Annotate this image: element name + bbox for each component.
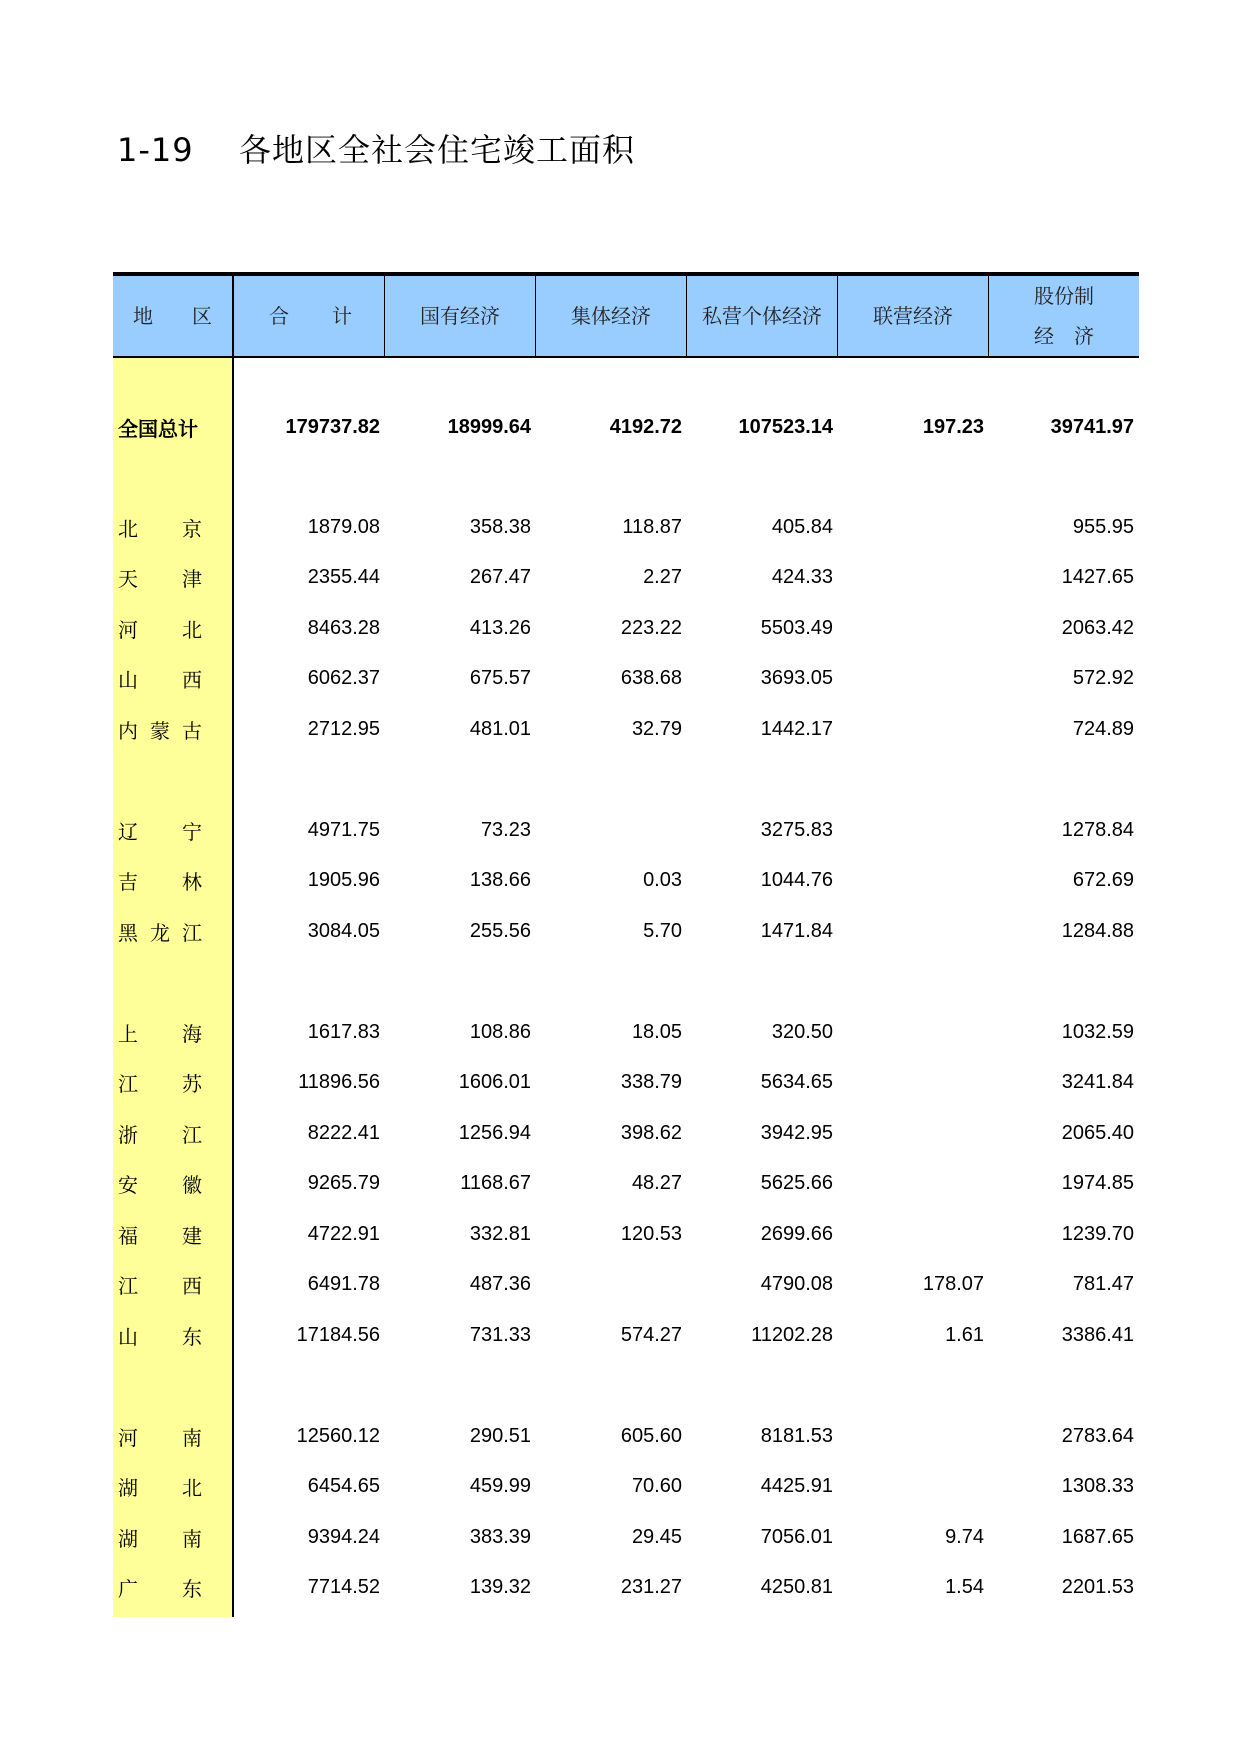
region-name-char: 湖 <box>118 1476 138 1501</box>
region-name-char: 江 <box>182 920 202 945</box>
region-name-char: 黑 <box>118 920 138 945</box>
header-total-char-2: 计 <box>332 304 352 328</box>
private-value: 107523.14 <box>738 415 833 438</box>
state-value: 138.66 <box>469 869 531 892</box>
shareholding-value: 1032.59 <box>1061 1020 1134 1043</box>
region-name-char: 南 <box>182 1425 202 1450</box>
private-value: 7056.01 <box>760 1525 833 1548</box>
table-row <box>113 1260 1139 1311</box>
region-name-char: 苏 <box>182 1072 202 1097</box>
private-value: 4790.08 <box>760 1273 833 1296</box>
collective-value: 120.53 <box>620 1222 682 1245</box>
total-value: 9394.24 <box>307 1525 380 1548</box>
table-row <box>113 1159 1139 1210</box>
collective-value: 29.45 <box>631 1525 682 1548</box>
region-name <box>113 1068 234 1097</box>
header-joint: 联营经济 <box>838 276 989 356</box>
region-name-char: 山 <box>118 1324 138 1349</box>
table-row <box>113 704 1139 755</box>
total-value: 1879.08 <box>307 515 380 538</box>
region-name-char: 津 <box>182 567 202 592</box>
state-value: 413.26 <box>469 616 531 639</box>
region-name <box>113 1573 234 1602</box>
table-header <box>113 272 1139 358</box>
total-value: 6454.65 <box>307 1475 380 1498</box>
total-value: 7714.52 <box>307 1576 380 1599</box>
shareholding-value: 1308.33 <box>1061 1475 1134 1498</box>
collective-value: 398.62 <box>620 1121 682 1144</box>
total-value: 1617.83 <box>307 1020 380 1043</box>
table-row <box>113 1411 1139 1462</box>
region-name-char: 福 <box>118 1223 138 1248</box>
state-value: 1606.01 <box>458 1071 531 1094</box>
total-value: 179737.82 <box>285 415 380 438</box>
state-value: 255.56 <box>469 919 531 942</box>
region-name <box>113 816 234 845</box>
region-name <box>113 1472 234 1501</box>
region-name <box>113 1523 234 1552</box>
shareholding-value: 2783.64 <box>1061 1424 1134 1447</box>
collective-value: 70.60 <box>631 1475 682 1498</box>
region-name-char: 东 <box>182 1324 202 1349</box>
total-value: 8463.28 <box>307 616 380 639</box>
state-value: 1256.94 <box>458 1121 531 1144</box>
region-name-char: 林 <box>182 870 202 895</box>
table-row <box>113 502 1139 553</box>
collective-value: 32.79 <box>631 717 682 740</box>
table-row <box>113 906 1139 957</box>
state-value: 731.33 <box>469 1323 531 1346</box>
national-total-row <box>113 402 1139 452</box>
shareholding-value: 1687.65 <box>1061 1525 1134 1548</box>
region-name-char: 宁 <box>182 819 202 844</box>
region-name-char: 徽 <box>182 1173 202 1198</box>
state-value: 481.01 <box>469 717 531 740</box>
table-row <box>113 654 1139 705</box>
region-name-char: 西 <box>182 1274 202 1299</box>
private-value: 3275.83 <box>760 818 833 841</box>
shareholding-value: 955.95 <box>1072 515 1134 538</box>
state-value: 108.86 <box>469 1020 531 1043</box>
table-row <box>113 1310 1139 1361</box>
region-name-char: 蒙 <box>150 718 170 743</box>
table-row <box>113 856 1139 907</box>
region-name-char: 上 <box>118 1021 138 1046</box>
region-name <box>113 563 234 592</box>
collective-value: 574.27 <box>620 1323 682 1346</box>
region-name <box>113 1018 234 1047</box>
collective-value: 231.27 <box>620 1576 682 1599</box>
state-value: 383.39 <box>469 1525 531 1548</box>
region-name-char: 广 <box>118 1577 138 1602</box>
collective-value: 18.05 <box>631 1020 682 1043</box>
private-value: 4425.91 <box>760 1475 833 1498</box>
table-row <box>113 1108 1139 1159</box>
collective-value: 5.70 <box>643 919 682 942</box>
private-value: 11202.28 <box>751 1323 833 1346</box>
table-number: 1-19 <box>117 131 194 169</box>
region-name <box>113 1119 234 1148</box>
private-value: 1471.84 <box>760 919 833 942</box>
table-row <box>113 603 1139 654</box>
collective-value: 605.60 <box>620 1424 682 1447</box>
private-value: 1442.17 <box>760 717 833 740</box>
region-name-char: 江 <box>118 1072 138 1097</box>
region-name-char: 湖 <box>118 1526 138 1551</box>
region-name-char: 浙 <box>118 1122 138 1147</box>
private-value: 5625.66 <box>760 1172 833 1195</box>
table-row <box>113 1462 1139 1513</box>
table-title: 各地区全社会住宅竣工面积 <box>239 131 636 169</box>
region-name-char: 辽 <box>118 819 138 844</box>
header-total <box>234 276 385 356</box>
total-value: 6062.37 <box>307 667 380 690</box>
collective-value: 223.22 <box>620 616 682 639</box>
joint-value: 178.07 <box>922 1273 984 1296</box>
collective-value: 0.03 <box>643 869 682 892</box>
total-value: 3084.05 <box>307 919 380 942</box>
table-row <box>113 1563 1139 1614</box>
page-title <box>117 125 635 171</box>
collective-value: 118.87 <box>622 515 682 538</box>
region-name: 全国总计 <box>118 416 198 441</box>
region-name-char: 海 <box>182 1021 202 1046</box>
table-row <box>113 553 1139 604</box>
total-value: 4971.75 <box>307 818 380 841</box>
header-total-char-1: 合 <box>269 304 289 328</box>
shareholding-value: 39741.97 <box>1050 415 1134 438</box>
state-value: 675.57 <box>469 667 531 690</box>
total-value: 6491.78 <box>307 1273 380 1296</box>
header-shareholding-line-2: 经 济 <box>1034 324 1094 348</box>
region-name <box>113 715 234 744</box>
region-name <box>113 1321 234 1350</box>
header-shareholding-line-1: 股份制 <box>1034 284 1094 308</box>
shareholding-value: 3386.41 <box>1061 1323 1134 1346</box>
state-value: 332.81 <box>469 1222 531 1245</box>
header-private: 私营个体经济 <box>687 276 838 356</box>
region-name <box>113 1220 234 1249</box>
region-name <box>113 1270 234 1299</box>
region-name-char: 西 <box>182 668 202 693</box>
region-name-char: 北 <box>118 516 138 541</box>
joint-value: 197.23 <box>922 415 984 438</box>
total-value: 9265.79 <box>307 1172 380 1195</box>
joint-value: 1.61 <box>945 1323 984 1346</box>
private-value: 3693.05 <box>760 667 833 690</box>
total-value: 17184.56 <box>296 1323 380 1346</box>
shareholding-value: 1239.70 <box>1061 1222 1134 1245</box>
shareholding-value: 2201.53 <box>1061 1576 1134 1599</box>
state-value: 358.38 <box>469 515 531 538</box>
total-value: 2355.44 <box>307 566 380 589</box>
state-value: 267.47 <box>469 566 531 589</box>
shareholding-value: 3241.84 <box>1061 1071 1134 1094</box>
region-name-char: 龙 <box>150 920 170 945</box>
table-row <box>113 1058 1139 1109</box>
collective-value: 638.68 <box>620 667 682 690</box>
region-name-char: 建 <box>182 1223 202 1248</box>
collective-value: 2.27 <box>643 566 682 589</box>
private-value: 4250.81 <box>760 1576 833 1599</box>
region-name-char: 山 <box>118 668 138 693</box>
region-name-char: 安 <box>118 1173 138 1198</box>
region-name-char: 江 <box>182 1122 202 1147</box>
region-name-char: 京 <box>182 516 202 541</box>
region-name-char: 东 <box>182 1577 202 1602</box>
state-value: 290.51 <box>469 1424 531 1447</box>
region-name-char: 吉 <box>118 870 138 895</box>
region-name-char: 河 <box>118 1425 138 1450</box>
state-value: 18999.64 <box>447 415 531 438</box>
shareholding-value: 1284.88 <box>1061 919 1134 942</box>
shareholding-value: 572.92 <box>1072 667 1134 690</box>
header-shareholding <box>989 276 1139 356</box>
total-value: 8222.41 <box>307 1121 380 1144</box>
region-name <box>113 866 234 895</box>
total-value: 12560.12 <box>296 1424 380 1447</box>
collective-value: 4192.72 <box>609 415 682 438</box>
region-name-char: 古 <box>182 718 202 743</box>
shareholding-value: 1974.85 <box>1061 1172 1134 1195</box>
shareholding-value: 781.47 <box>1072 1273 1134 1296</box>
table-row <box>113 1007 1139 1058</box>
region-name <box>113 664 234 693</box>
total-value: 1905.96 <box>307 869 380 892</box>
private-value: 5503.49 <box>760 616 833 639</box>
total-value: 2712.95 <box>307 717 380 740</box>
region-name <box>113 1422 234 1451</box>
region-name-char: 内 <box>118 718 138 743</box>
shareholding-value: 724.89 <box>1072 717 1134 740</box>
region-name-char: 南 <box>182 1526 202 1551</box>
table-row <box>113 805 1139 856</box>
region-name-char: 江 <box>118 1274 138 1299</box>
state-value: 459.99 <box>469 1475 531 1498</box>
header-region-char-2: 区 <box>192 304 212 328</box>
private-value: 5634.65 <box>760 1071 833 1094</box>
collective-value: 338.79 <box>620 1071 682 1094</box>
private-value: 2699.66 <box>760 1222 833 1245</box>
region-name <box>113 513 234 542</box>
state-value: 73.23 <box>480 818 531 841</box>
state-value: 487.36 <box>469 1273 531 1296</box>
region-name-char: 北 <box>182 1476 202 1501</box>
state-value: 1168.67 <box>460 1172 531 1195</box>
joint-value: 1.54 <box>945 1576 984 1599</box>
region-name <box>113 1169 234 1198</box>
private-value: 405.84 <box>771 515 833 538</box>
private-value: 424.33 <box>771 566 833 589</box>
header-region-char-1: 地 <box>133 304 153 328</box>
table-row <box>113 1209 1139 1260</box>
joint-value: 9.74 <box>945 1525 984 1548</box>
private-value: 1044.76 <box>760 869 833 892</box>
shareholding-value: 1427.65 <box>1061 566 1134 589</box>
header-collective: 集体经济 <box>536 276 687 356</box>
region-name-char: 天 <box>118 567 138 592</box>
private-value: 320.50 <box>771 1020 833 1043</box>
region-name <box>113 917 234 946</box>
shareholding-value: 672.69 <box>1072 869 1134 892</box>
shareholding-value: 1278.84 <box>1061 818 1134 841</box>
region-name-char: 河 <box>118 617 138 642</box>
shareholding-value: 2063.42 <box>1061 616 1134 639</box>
private-value: 3942.95 <box>760 1121 833 1144</box>
table-body <box>113 358 1139 1613</box>
region-name <box>113 614 234 643</box>
region-name-char: 北 <box>182 617 202 642</box>
header-region <box>113 276 234 356</box>
collective-value: 48.27 <box>631 1172 682 1195</box>
state-value: 139.32 <box>469 1576 531 1599</box>
header-state: 国有经济 <box>385 276 536 356</box>
shareholding-value: 2065.40 <box>1061 1121 1134 1144</box>
table-row <box>113 1512 1139 1563</box>
data-table <box>113 272 1139 1613</box>
private-value: 8181.53 <box>760 1424 833 1447</box>
total-value: 11896.56 <box>298 1071 380 1094</box>
total-value: 4722.91 <box>307 1222 380 1245</box>
